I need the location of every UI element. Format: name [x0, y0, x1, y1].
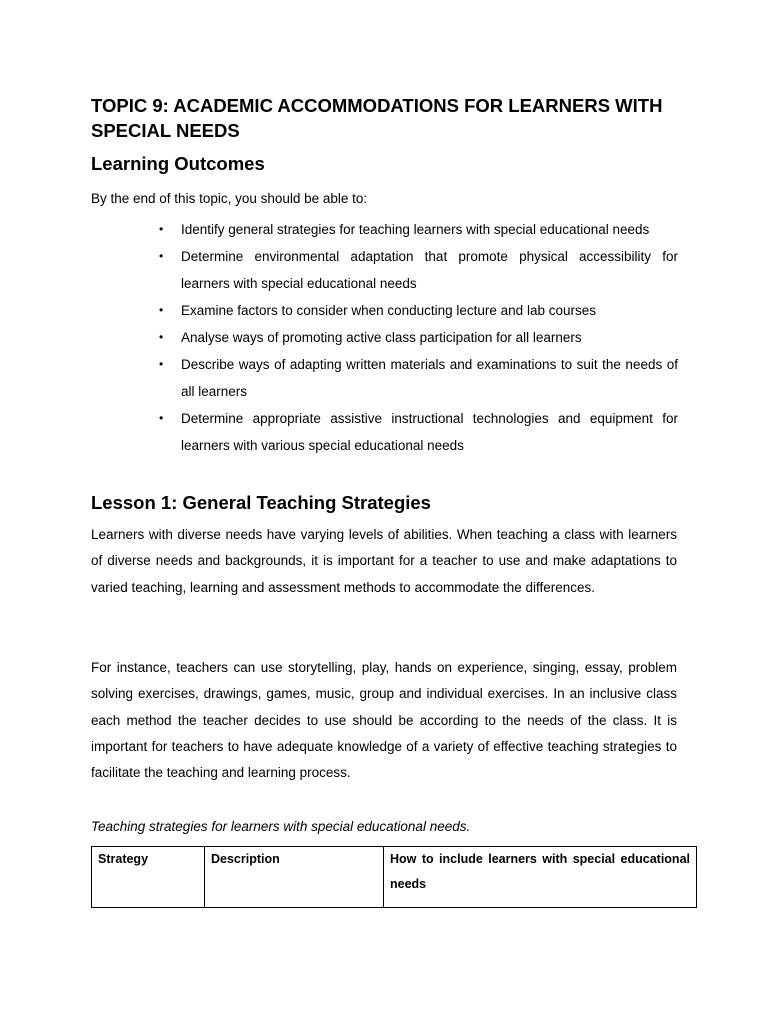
bullet-icon: •	[159, 411, 164, 425]
lesson-paragraph-2: For instance, teachers can use storytelling, play, hands on experience, singing, essay, problem solving exercises, drawings, games, music, group and individual exercises. In an inclusive class each method the teacher decides to use should be according to the needs of the class. It is important for teachers to have adequate knowledge of a variety of effective teaching strategies to facilitate the teaching and learning process.	[91, 660, 677, 781]
learning-outcomes-intro: By the end of this topic, you should be able to:	[91, 191, 368, 206]
list-item: • Determine appropriate assistive instructional technologies and equipment for learners with various special educational needs	[181, 405, 678, 459]
bullet-icon: •	[159, 303, 164, 317]
strategies-table	[91, 846, 697, 908]
bullet-icon: •	[159, 330, 164, 344]
bullet-icon: •	[159, 357, 164, 371]
table-header-row	[92, 847, 697, 908]
list-item: • Examine factors to consider when conducting lecture and lab courses	[181, 297, 678, 324]
list-item: • Describe ways of adapting written materials and examinations to suit the needs of all learners	[181, 351, 678, 405]
bullet-icon: •	[159, 222, 164, 236]
list-item: • Identify general strategies for teaching learners with special educational needs	[181, 216, 678, 243]
list-item: • Determine environmental adaptation that promote physical accessibility for learners with special educational needs	[181, 243, 678, 297]
list-item: • Analyse ways of promoting active class participation for all learners	[181, 324, 678, 351]
topic-title: TOPIC 9: ACADEMIC ACCOMMODATIONS FOR LEARNERS WITH SPECIAL NEEDS	[91, 95, 663, 141]
learning-outcomes-heading: Learning Outcomes	[91, 153, 265, 174]
column-header-inclusion: How to include learners with special educational needs	[384, 847, 697, 908]
learning-outcomes-list	[159, 216, 678, 459]
lesson-paragraph-1: Learners with diverse needs have varying levels of abilities. When teaching a class with learners of diverse needs and backgrounds, it is important for a teacher to use and make adaptations to varied teaching, learning and assessment methods to accommodate the differences.	[91, 527, 677, 595]
column-header-description: Description	[205, 847, 384, 908]
table-caption: Teaching strategies for learners with special educational needs.	[91, 819, 471, 834]
column-header-strategy: Strategy	[92, 847, 205, 908]
bullet-icon: •	[159, 249, 164, 263]
lesson-heading: Lesson 1: General Teaching Strategies	[91, 492, 431, 513]
